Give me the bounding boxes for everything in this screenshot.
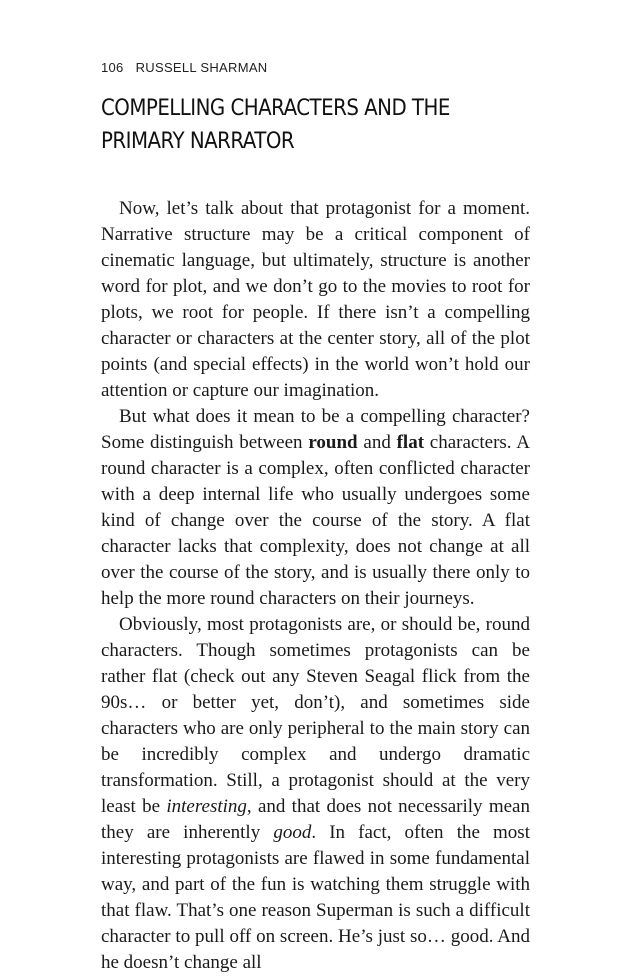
paragraph-3-text-3: . In fact, often the most interesting protagonists are flawed in some fundamental way, and part of the fun is watching them struggle with that flaw. That’s one reason Superman is such a difficult character to pull off on screen. He’s just so… good. And he doesn’t change all — [101, 822, 530, 973]
term-flat: flat — [396, 432, 425, 453]
running-header — [101, 60, 267, 75]
body-text — [101, 196, 530, 976]
paragraph-3 — [101, 612, 530, 976]
paragraph-2-text-3: characters. A round character is a complex, often conflicted character with a deep internal life who usually undergoes some kind of change over the course of the story. A flat character lacks that complexity, does not change at all over the course of the story, and is usually there only to help the more round characters on their journeys. — [101, 432, 530, 609]
page-number: 106 — [101, 60, 124, 75]
author-name: RUSSELL SHARMAN — [135, 60, 268, 75]
emphasis-interesting: interesting — [166, 796, 247, 817]
paragraph-2-text-1: But what does it mean to be a compelling character? Some distinguish between — [101, 406, 530, 453]
paragraph-2-text-2: and — [357, 432, 397, 453]
term-round: round — [308, 432, 358, 453]
paragraph-1: Now, let’s talk about that protagonist for a moment. Narrative structure may be a critical component of cinematic language, but ultimately, structure is another word for plot, and we don’t go to the movies to root for plots, we root for people. If there isn’t a compelling character or characters at the center story, all of the plot points (and special effects) in the world won’t hold our attention or capture our imagination. — [101, 198, 530, 401]
emphasis-good: good — [273, 822, 312, 843]
paragraph-2 — [101, 404, 530, 612]
section-title: COMPELLING CHARACTERS AND THE PRIMARY NARRATOR — [101, 95, 450, 154]
paragraph-3-text-2: , and that does not necessarily mean they are inherently — [101, 796, 530, 843]
paragraph-3-text-1: Obviously, most protagonists are, or should be, round characters. Though sometimes protagonists can be rather flat (check out any Steven Seagal flick from the 90s… or better yet, don’t), and sometimes side characters who are only peripheral to the main story can be incredibly complex and undergo dramatic transformation. Still, a protagonist should at the very least be — [101, 614, 530, 817]
